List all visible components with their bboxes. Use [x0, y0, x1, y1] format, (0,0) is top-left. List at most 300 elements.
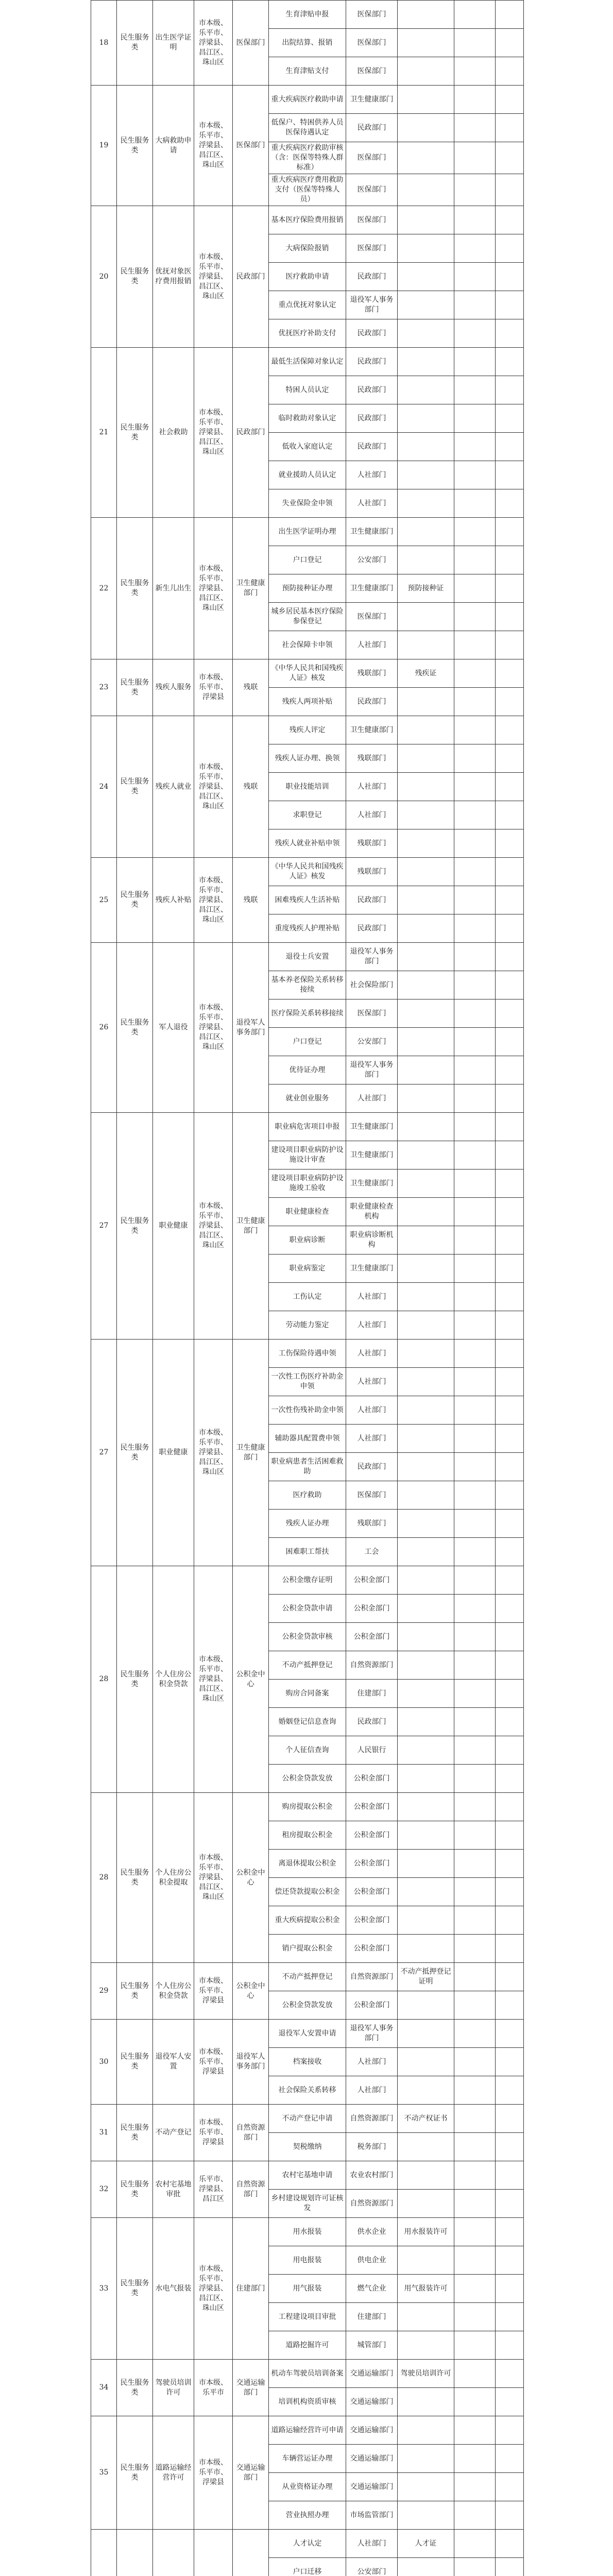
note-cell: [454, 234, 496, 263]
lead-dept-cell: 公积金中心: [233, 1793, 269, 1963]
sub-dept-cell: 卫生健康部门: [346, 574, 398, 603]
certificate-cell: [398, 603, 454, 631]
sub-dept-cell: 医保部门: [346, 1, 398, 29]
sub-dept-cell: 人社部门: [346, 461, 398, 489]
sub-item-cell: 道路挖掘许可: [269, 2331, 346, 2360]
remark-cell: [496, 404, 524, 433]
sub-dept-cell: 残联部门: [346, 1510, 398, 1538]
certificate-cell: [398, 1311, 454, 1340]
remark-cell: [496, 1226, 524, 1255]
certificate-cell: 人才证: [398, 2530, 454, 2558]
note-cell: [454, 546, 496, 574]
certificate-cell: [398, 1340, 454, 1368]
remark-cell: [496, 1198, 524, 1226]
remark-cell: [496, 1595, 524, 1623]
lead-dept-cell: 交通运输部门: [233, 2360, 269, 2416]
lead-dept-cell: 卫生健康部门: [233, 1340, 269, 1566]
remark-cell: [496, 886, 524, 914]
remark-cell: [496, 999, 524, 1028]
remark-cell: [496, 2133, 524, 2161]
sub-item-cell: 离退休提取公积金: [269, 1850, 346, 1878]
sub-dept-cell: 人民银行: [346, 1736, 398, 1765]
serial-number-cell: 30: [91, 2020, 117, 2105]
certificate-cell: [398, 1651, 454, 1680]
sub-dept-cell: 医保部门: [346, 999, 398, 1028]
sub-item-cell: 医疗保险关系转移接续: [269, 999, 346, 1028]
certificate-cell: [398, 631, 454, 659]
certificate-cell: [398, 1850, 454, 1878]
remark-cell: [496, 174, 524, 206]
note-cell: [454, 1793, 496, 1821]
certificate-cell: [398, 86, 454, 114]
sub-item-cell: 大病保险报销: [269, 234, 346, 263]
certificate-cell: 驾驶员培训许可: [398, 2360, 454, 2388]
certificate-cell: [398, 234, 454, 263]
remark-cell: [496, 2105, 524, 2133]
sub-item-cell: 建设项目职业病防护设施设计审查: [269, 1141, 346, 1170]
certificate-cell: 用气报装许可: [398, 2275, 454, 2303]
note-cell: [454, 2275, 496, 2303]
note-cell: [454, 1651, 496, 1680]
serial-number-cell: 33: [91, 2218, 117, 2360]
sub-item-cell: 基本养老保险关系转移接续: [269, 971, 346, 999]
note-cell: [454, 1255, 496, 1283]
sub-item-cell: 用电报装: [269, 2246, 346, 2275]
sub-item-cell: 重度残疾人护理补贴: [269, 914, 346, 943]
serial-number-cell: 25: [91, 858, 117, 943]
lead-dept-cell: 退役军人事务部门: [233, 943, 269, 1113]
lead-dept-cell: 自然资源部门: [233, 2161, 269, 2218]
sub-dept-cell: 公积金部门: [346, 1765, 398, 1793]
note-cell: [454, 829, 496, 858]
note-cell: [454, 971, 496, 999]
sub-dept-cell: 退役军人事务部门: [346, 2020, 398, 2048]
remark-cell: [496, 2501, 524, 2530]
category-cell: 民生服务类: [117, 2105, 153, 2161]
remark-cell: [496, 1708, 524, 1736]
remark-cell: [496, 1425, 524, 1453]
note-cell: [454, 1680, 496, 1708]
remark-cell: [496, 291, 524, 319]
sub-dept-cell: 公积金部门: [346, 1906, 398, 1935]
matter-name-cell: 残疾人服务: [153, 659, 194, 716]
remark-cell: [496, 1170, 524, 1198]
category-cell: [117, 2530, 153, 2576]
note-cell: [454, 1283, 496, 1311]
region-cell: 市本级、乐平市、浮梁县: [194, 2105, 233, 2161]
sub-item-cell: 残疾人证办理、换领: [269, 744, 346, 773]
sub-item-cell: 《中华人民共和国残疾人证》核发: [269, 659, 346, 688]
sub-dept-cell: 供电企业: [346, 2246, 398, 2275]
certificate-cell: [398, 2190, 454, 2218]
note-cell: [454, 886, 496, 914]
lead-dept-cell: 民政部门: [233, 348, 269, 518]
note-cell: [454, 1566, 496, 1595]
note-cell: [454, 2133, 496, 2161]
note-cell: [454, 2190, 496, 2218]
sub-item-cell: 重大疾病提取公积金: [269, 1906, 346, 1935]
certificate-cell: [398, 546, 454, 574]
note-cell: [454, 1595, 496, 1623]
note-cell: [454, 1084, 496, 1113]
category-cell: 民生服务类: [117, 348, 153, 518]
certificate-cell: [398, 858, 454, 886]
sub-item-cell: 退役军人安置申请: [269, 2020, 346, 2048]
note-cell: [454, 291, 496, 319]
certificate-cell: [398, 829, 454, 858]
note-cell: [454, 263, 496, 291]
sub-dept-cell: 残联部门: [346, 744, 398, 773]
remark-cell: [496, 801, 524, 829]
certificate-cell: [398, 744, 454, 773]
remark-cell: [496, 2416, 524, 2445]
serial-number-cell: 22: [91, 518, 117, 659]
remark-cell: [496, 744, 524, 773]
sub-item-cell: 机动车驾驶员培训备案: [269, 2360, 346, 2388]
lead-dept-cell: 自然资源部门: [233, 2105, 269, 2161]
sub-item-cell: 公积金贷款发放: [269, 1765, 346, 1793]
lead-dept-cell: 残联: [233, 659, 269, 716]
sub-item-cell: 个人征信查询: [269, 1736, 346, 1765]
sub-dept-cell: 民政部门: [346, 404, 398, 433]
sub-item-cell: 公积金缴存证明: [269, 1566, 346, 1595]
sub-dept-cell: 医保部门: [346, 234, 398, 263]
certificate-cell: [398, 2331, 454, 2360]
sub-dept-cell: 医保部门: [346, 29, 398, 57]
remark-cell: [496, 943, 524, 971]
certificate-cell: [398, 773, 454, 801]
sub-dept-cell: 民政部门: [346, 1708, 398, 1736]
note-cell: [454, 773, 496, 801]
sub-dept-cell: 人社部门: [346, 1368, 398, 1396]
sub-dept-cell: 医保部门: [346, 142, 398, 174]
remark-cell: [496, 1084, 524, 1113]
remark-cell: [496, 489, 524, 518]
sub-item-cell: 租房提取公积金: [269, 1821, 346, 1850]
sub-dept-cell: 残联部门: [346, 858, 398, 886]
certificate-cell: [398, 1425, 454, 1453]
certificate-cell: [398, 1935, 454, 1963]
remark-cell: [496, 1368, 524, 1396]
remark-cell: [496, 688, 524, 716]
sub-item-cell: 一次性工伤医疗补助金申领: [269, 1368, 346, 1396]
sub-item-cell: 购房合同备案: [269, 1680, 346, 1708]
remark-cell: [496, 1510, 524, 1538]
certificate-cell: [398, 29, 454, 57]
sub-dept-cell: 退役军人事务部门: [346, 943, 398, 971]
sub-dept-cell: 自然资源部门: [346, 2105, 398, 2133]
certificate-cell: [398, 174, 454, 206]
remark-cell: [496, 971, 524, 999]
sub-item-cell: 优抚医疗补助支付: [269, 319, 346, 348]
sub-dept-cell: 人社部门: [346, 773, 398, 801]
note-cell: [454, 2020, 496, 2048]
remark-cell: [496, 1566, 524, 1595]
note-cell: [454, 2331, 496, 2360]
certificate-cell: [398, 2416, 454, 2445]
remark-cell: [496, 2558, 524, 2576]
sub-item-cell: 职业病鉴定: [269, 1255, 346, 1283]
certificate-cell: [398, 2445, 454, 2473]
note-cell: [454, 1113, 496, 1141]
certificate-cell: [398, 688, 454, 716]
sub-dept-cell: 残联部门: [346, 659, 398, 688]
certificate-cell: [398, 1481, 454, 1510]
remark-cell: [496, 2530, 524, 2558]
table-row: [91, 206, 524, 234]
remark-cell: [496, 1793, 524, 1821]
sub-dept-cell: 民政部门: [346, 114, 398, 142]
sub-item-cell: 培训机构资质审核: [269, 2388, 346, 2416]
certificate-cell: [398, 206, 454, 234]
matter-name-cell: 军人退役: [153, 943, 194, 1113]
category-cell: 民生服务类: [117, 2218, 153, 2360]
sub-dept-cell: 市场监管部门: [346, 2501, 398, 2530]
remark-cell: [496, 86, 524, 114]
note-cell: [454, 1226, 496, 1255]
sub-dept-cell: 职业健康检查机构: [346, 1198, 398, 1226]
note-cell: [454, 1538, 496, 1566]
serial-number-cell: 24: [91, 716, 117, 858]
table-row: [91, 2218, 524, 2246]
sub-dept-cell: 职业病诊断机构: [346, 1226, 398, 1255]
sub-dept-cell: 卫生健康部门: [346, 716, 398, 744]
remark-cell: [496, 234, 524, 263]
sub-dept-cell: 人社部门: [346, 2530, 398, 2558]
sub-item-cell: 工程建设项目审批: [269, 2303, 346, 2331]
sub-item-cell: 车辆营运证办理: [269, 2445, 346, 2473]
sub-dept-cell: 交通运输部门: [346, 2388, 398, 2416]
note-cell: [454, 659, 496, 688]
note-cell: [454, 858, 496, 886]
certificate-cell: 残疾证: [398, 659, 454, 688]
matter-name-cell: 残疾人就业: [153, 716, 194, 858]
table-row: [91, 1963, 524, 1991]
sub-item-cell: 户口登记: [269, 546, 346, 574]
certificate-cell: [398, 1595, 454, 1623]
note-cell: [454, 142, 496, 174]
note-cell: [454, 57, 496, 86]
certificate-cell: 用水报装许可: [398, 2218, 454, 2246]
matters-table-body: [91, 1, 524, 2576]
region-cell: 市本级、乐平市、浮梁县、昌江区、珠山区: [194, 518, 233, 659]
table-row: [91, 518, 524, 546]
remark-cell: [496, 376, 524, 404]
certificate-cell: [398, 1878, 454, 1906]
remark-cell: [496, 858, 524, 886]
sub-dept-cell: 卫生健康部门: [346, 1170, 398, 1198]
sub-item-cell: 最低生活保障对象认定: [269, 348, 346, 376]
remark-cell: [496, 114, 524, 142]
note-cell: [454, 348, 496, 376]
table-row: [91, 2105, 524, 2133]
remark-cell: [496, 1028, 524, 1056]
note-cell: [454, 2105, 496, 2133]
table-row: [91, 1, 524, 29]
sub-dept-cell: 民政部门: [346, 886, 398, 914]
sub-dept-cell: 公安部门: [346, 2558, 398, 2576]
certificate-cell: [398, 2020, 454, 2048]
certificate-cell: [398, 1028, 454, 1056]
matters-table: [91, 0, 524, 2576]
sub-item-cell: 重点优抚对象认定: [269, 291, 346, 319]
note-cell: [454, 1028, 496, 1056]
sub-item-cell: 就业创业服务: [269, 1084, 346, 1113]
remark-cell: [496, 1906, 524, 1935]
note-cell: [454, 2218, 496, 2246]
certificate-cell: [398, 2473, 454, 2501]
remark-cell: [496, 1651, 524, 1680]
sub-item-cell: 临时救助对象认定: [269, 404, 346, 433]
sub-dept-cell: 民政部门: [346, 348, 398, 376]
sub-item-cell: 建设项目职业病防护设施竣工验收: [269, 1170, 346, 1198]
region-cell: 市本级、乐平市、浮梁县: [194, 2020, 233, 2105]
sub-dept-cell: 公积金部门: [346, 1623, 398, 1651]
lead-dept-cell: 残联: [233, 858, 269, 943]
remark-cell: [496, 319, 524, 348]
region-cell: 市本级、乐平市、浮梁县、昌江区、珠山区: [194, 1793, 233, 1963]
sub-item-cell: 《中华人民共和国残疾人证》核发: [269, 858, 346, 886]
sub-dept-cell: 人社部门: [346, 2048, 398, 2076]
sub-item-cell: 劳动能力鉴定: [269, 1311, 346, 1340]
region-cell: 市本级、乐平市、浮梁县、昌江区、珠山区: [194, 86, 233, 206]
remark-cell: [496, 603, 524, 631]
sub-item-cell: 户口登记: [269, 1028, 346, 1056]
category-cell: 民生服务类: [117, 1963, 153, 2020]
category-cell: 民生服务类: [117, 2360, 153, 2416]
note-cell: [454, 206, 496, 234]
note-cell: [454, 1396, 496, 1425]
sub-item-cell: 婚姻登记信息查询: [269, 1708, 346, 1736]
remark-cell: [496, 1056, 524, 1084]
remark-cell: [496, 829, 524, 858]
certificate-cell: [398, 2161, 454, 2190]
note-cell: [454, 2076, 496, 2105]
sub-dept-cell: 公积金部门: [346, 1991, 398, 2020]
lead-dept-cell: 退役军人事务部门: [233, 2020, 269, 2105]
table-row: [91, 943, 524, 971]
note-cell: [454, 114, 496, 142]
certificate-cell: [398, 1226, 454, 1255]
sub-dept-cell: 交通运输部门: [346, 2360, 398, 2388]
lead-dept-cell: 医保部门: [233, 86, 269, 206]
serial-number-cell: 28: [91, 1793, 117, 1963]
remark-cell: [496, 433, 524, 461]
note-cell: [454, 914, 496, 943]
note-cell: [454, 1850, 496, 1878]
sub-item-cell: 重大疾病医疗救助审核（含：医保等特殊人群标准）: [269, 142, 346, 174]
matter-name-cell: 驾驶员培训许可: [153, 2360, 194, 2416]
certificate-cell: [398, 1991, 454, 2020]
sub-dept-cell: 供水企业: [346, 2218, 398, 2246]
certificate-cell: [398, 2303, 454, 2331]
note-cell: [454, 2161, 496, 2190]
certificate-cell: 预防接种证: [398, 574, 454, 603]
certificate-cell: [398, 1510, 454, 1538]
sub-item-cell: 残疾人两项补贴: [269, 688, 346, 716]
certificate-cell: [398, 1141, 454, 1170]
region-cell: 市本级、乐平市、浮梁县、昌江区、珠山区: [194, 1340, 233, 1566]
matter-name-cell: 优抚对象医疗费用报销: [153, 206, 194, 348]
note-cell: [454, 461, 496, 489]
sub-item-cell: 预防接种证办理: [269, 574, 346, 603]
certificate-cell: [398, 2388, 454, 2416]
sub-item-cell: 困难残疾人生活补贴: [269, 886, 346, 914]
category-cell: 民生服务类: [117, 858, 153, 943]
sub-item-cell: 工伤保险待遇申领: [269, 1340, 346, 1368]
remark-cell: [496, 1255, 524, 1283]
sub-item-cell: 职业技能培训: [269, 773, 346, 801]
certificate-cell: [398, 1453, 454, 1481]
note-cell: [454, 744, 496, 773]
sub-dept-cell: 残联部门: [346, 829, 398, 858]
region-cell: 市本级、乐平市、浮梁县、昌江区、珠山区: [194, 1113, 233, 1340]
lead-dept-cell: 交通运输部门: [233, 2416, 269, 2530]
note-cell: [454, 1991, 496, 2020]
sub-dept-cell: 人社部门: [346, 2076, 398, 2105]
remark-cell: [496, 2303, 524, 2331]
region-cell: 市本级、乐平市、浮梁县、昌江区、珠山区: [194, 1566, 233, 1793]
remark-cell: [496, 2076, 524, 2105]
note-cell: [454, 1736, 496, 1765]
table-row: [91, 1340, 524, 1368]
certificate-cell: [398, 1170, 454, 1198]
certificate-cell: 不动产权证书: [398, 2105, 454, 2133]
certificate-cell: [398, 1906, 454, 1935]
sub-dept-cell: 住建部门: [346, 2303, 398, 2331]
lead-dept-cell: 住建部门: [233, 2218, 269, 2360]
note-cell: [454, 2501, 496, 2530]
region-cell: 市本级、乐平市、浮梁县: [194, 2416, 233, 2530]
remark-cell: [496, 206, 524, 234]
sub-item-cell: 出院结算、报销: [269, 29, 346, 57]
note-cell: [454, 2445, 496, 2473]
sub-item-cell: 购房提取公积金: [269, 1793, 346, 1821]
certificate-cell: [398, 1538, 454, 1566]
sub-dept-cell: 公安部门: [346, 1028, 398, 1056]
sub-item-cell: 人才认定: [269, 2530, 346, 2558]
certificate-cell: [398, 1821, 454, 1850]
remark-cell: [496, 574, 524, 603]
sub-item-cell: 残疾人就业补贴申领: [269, 829, 346, 858]
table-row: [91, 858, 524, 886]
certificate-cell: [398, 489, 454, 518]
note-cell: [454, 2048, 496, 2076]
category-cell: 民生服务类: [117, 943, 153, 1113]
remark-cell: [496, 1821, 524, 1850]
certificate-cell: [398, 348, 454, 376]
certificate-cell: [398, 943, 454, 971]
certificate-cell: [398, 291, 454, 319]
note-cell: [454, 2360, 496, 2388]
matter-name-cell: 新生儿出生: [153, 518, 194, 659]
certificate-cell: [398, 319, 454, 348]
certificate-cell: [398, 716, 454, 744]
serial-number-cell: 26: [91, 943, 117, 1113]
note-cell: [454, 1510, 496, 1538]
note-cell: [454, 319, 496, 348]
remark-cell: [496, 659, 524, 688]
sub-item-cell: 困难职工帮扶: [269, 1538, 346, 1566]
category-cell: 民生服务类: [117, 1566, 153, 1793]
remark-cell: [496, 1113, 524, 1141]
category-cell: 民生服务类: [117, 86, 153, 206]
sub-item-cell: 契税缴纳: [269, 2133, 346, 2161]
serial-number-cell: 28: [91, 1566, 117, 1793]
remark-cell: [496, 914, 524, 943]
note-cell: [454, 2388, 496, 2416]
matter-name-cell: 职业健康: [153, 1340, 194, 1566]
